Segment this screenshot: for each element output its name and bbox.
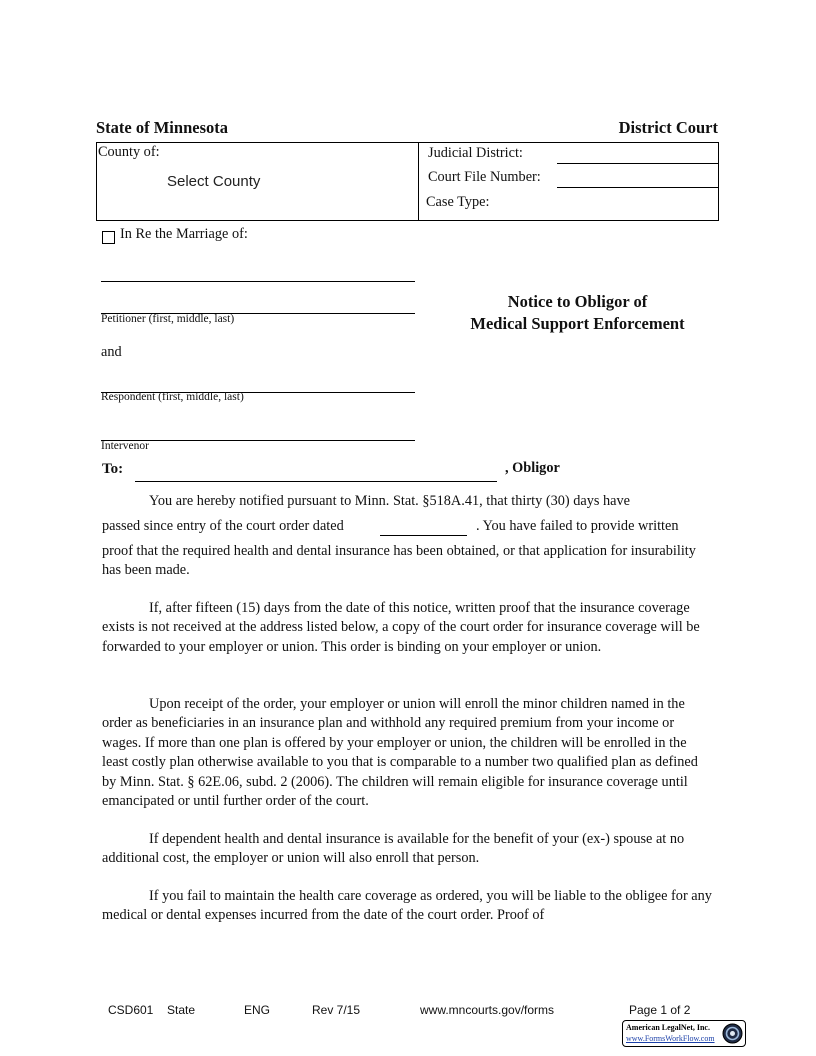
globe-icon	[722, 1023, 743, 1044]
obligor-label: , Obligor	[505, 460, 560, 476]
paragraph-1-line-1: You are hereby notified pursuant to Minn. Stat. §518A.41, that thirty (30) days have	[149, 493, 630, 509]
footer-page-number: Page 1 of 2	[629, 1003, 691, 1017]
and-label: and	[101, 344, 122, 360]
footer-jurisdiction: State	[167, 1003, 196, 1017]
county-select[interactable]: Select County	[167, 173, 261, 190]
caption-divider	[418, 143, 419, 221]
paragraph-3: Upon receipt of the order, your employer or union will enroll the minor children named in the order as beneficiaries in an insurance plan and withhold any required premium from your income or wages. If more than one plan is offered by your employer or union, the children will be enrolled in the least costly plan otherwise available to you that is comparable to a number two qualified plan as defined by Minn. Stat. § 62E.06, subd. 2 (2006). The children will remain eligible for insurance coverage until emancipated or until further order of the court.	[102, 696, 698, 810]
court-file-number-field[interactable]	[557, 187, 718, 188]
obligor-name-field[interactable]	[135, 481, 497, 482]
footer-form-id: CSD601	[108, 1003, 154, 1017]
title-line-2: Medical Support Enforcement	[470, 314, 685, 333]
court-heading: District Court	[618, 118, 718, 137]
state-heading: State of Minnesota	[96, 118, 228, 137]
footer-language: ENG	[244, 1003, 271, 1017]
respondent-label: Respondent (first, middle, last)	[101, 391, 244, 403]
judicial-district-field[interactable]	[557, 163, 718, 164]
document-title	[420, 291, 735, 335]
paragraph-1-line-2b: . You have failed to provide written	[476, 518, 679, 534]
judicial-district-label: Judicial District:	[428, 145, 523, 161]
logo-line-1: American LegalNet, Inc.	[626, 1023, 710, 1032]
marriage-label: In Re the Marriage of:	[120, 226, 248, 242]
caption-box	[96, 142, 719, 221]
marriage-checkbox[interactable]	[102, 231, 115, 244]
case-type-label: Case Type:	[426, 194, 490, 210]
paragraph-1-line-2a: passed since entry of the court order dated	[102, 518, 344, 534]
footer-url[interactable]: www.mncourts.gov/forms	[420, 1003, 555, 1017]
footer-revision: Rev 7/15	[312, 1003, 361, 1017]
county-label: County of:	[98, 144, 160, 160]
american-legalnet-logo[interactable]	[622, 1020, 746, 1047]
paragraph-2: If, after fifteen (15) days from the date of this notice, written proof that the insurance coverage exists is not received at the address listed below, a copy of the court order for insurance coverage will be forwarded to your employer or union. This order is binding on your employer or union.	[102, 600, 700, 655]
petitioner-line-1[interactable]	[101, 281, 415, 282]
to-label: To:	[102, 461, 124, 477]
intervenor-label: Intervenor	[101, 440, 149, 452]
logo-line-2[interactable]: www.FormsWorkFlow.com	[626, 1034, 715, 1043]
paragraph-5: If you fail to maintain the health care coverage as ordered, you will be liable to the obligee for any medical or dental expenses incurred from the date of the court order. Proof of	[102, 888, 712, 924]
paragraph-1-rest: proof that the required health and dental insurance has been obtained, or that application for insurability has been made.	[102, 543, 696, 579]
court-file-number-label: Court File Number:	[428, 169, 541, 185]
court-order-date-field[interactable]	[380, 535, 467, 536]
title-line-1: Notice to Obligor of	[507, 292, 648, 311]
paragraph-4: If dependent health and dental insurance is available for the benefit of your (ex-) spouse at no additional cost, the employer or union will also enroll that person.	[102, 831, 685, 867]
petitioner-label: Petitioner (first, middle, last)	[101, 313, 235, 325]
